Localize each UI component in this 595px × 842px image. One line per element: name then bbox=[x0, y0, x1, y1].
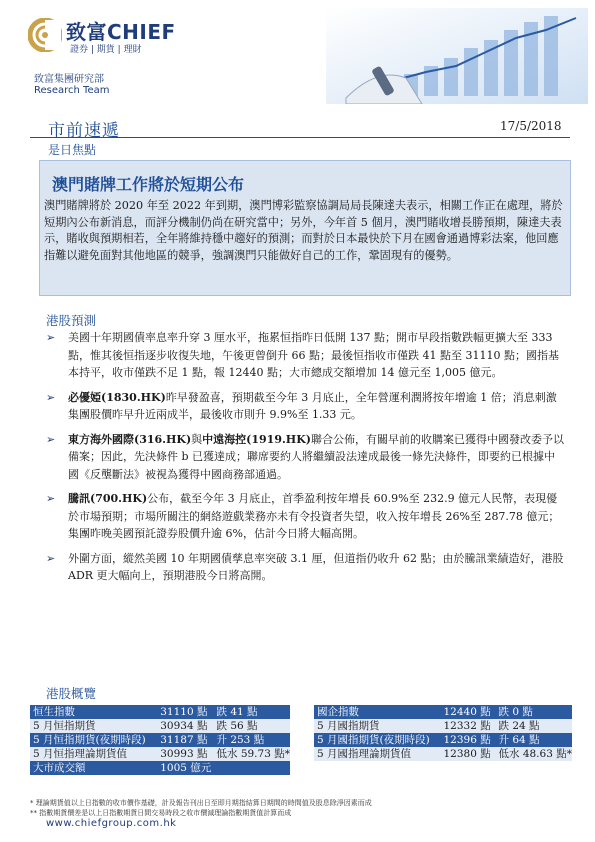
bullet-text: 公布，截至今年 3 月底止，首季盈利按年增長 60.9%至 232.9 億元人民幣，表現優於市場預期；市場所關注的網絡遊戲業務亦未有令投資者失望，收入按年增長 26%至 287.78 億元；集團昨晚美國預託證券股價升逾 6%，估計今日將大幅高開。 bbox=[68, 492, 560, 540]
research-dept-cn: 致富集團研究部 bbox=[34, 74, 104, 85]
table-cell-value: 12380 點 bbox=[440, 747, 495, 761]
table-cell-value: 31187 點 bbox=[157, 733, 213, 747]
market-overview-label: 港股概覽 bbox=[46, 686, 97, 701]
table-row bbox=[30, 733, 290, 747]
arrow-bullet-icon: ➢ bbox=[46, 432, 56, 446]
brand-name bbox=[66, 16, 176, 45]
research-dept-en: Research Team bbox=[34, 85, 110, 96]
footnote-futures-spread: ** 指數期貨價差是以上日指數期貨日間交易時段之收市價減理論指數期貨值計算而成 bbox=[30, 809, 292, 817]
highlight-body: 澳門賭牌將於 2020 年至 2022 年到期，澳門博彩監察協調局局長陳達夫表示，相關工作正在處理，將於短期內公布新消息，而評分機制仍尚在研究當中；另外，今年首 5 個月，澳門賭收增長勝預期，陳達夫表示，賭收與預期相若，全年將維持穩中趨好的預測；而對於日本最快於下月在國會通過博彩法案，他回應指難以避免面對其他地區的競爭，強調澳門只能做好自己的工作，鞏固現有的優勢。 bbox=[44, 199, 563, 262]
table-row bbox=[314, 719, 572, 733]
table-cell-name: 大市成交額 bbox=[30, 761, 157, 775]
table-cell-value: 12332 點 bbox=[440, 719, 495, 733]
list-item bbox=[44, 329, 564, 382]
table-row bbox=[30, 705, 290, 719]
footnote-theoretical-value: * 理論期貨值以上日指數的收市價作基礎，計及報告刊出日至即月期指結算日期間的時間值及股息除淨因素而成 bbox=[30, 799, 372, 807]
forecast-bullet-list bbox=[44, 329, 564, 592]
list-item bbox=[44, 490, 564, 543]
bullet-stock-name: 中遠海控(1919.HK) bbox=[202, 432, 311, 446]
table-cell-name: 5 月恒指理論期貨值 bbox=[30, 747, 157, 761]
hk-forecast-label: 港股預測 bbox=[46, 313, 97, 328]
table-cell-value: 30934 點 bbox=[157, 719, 213, 733]
bullet-text: 聯合公佈，有關早前的收購案已獲得中國發改委予以備案；因此，先決條件 b 已獲達成；聯席要約人將繼續設法達成最後一條先決條件，即要約已根據中國《反壟斷法》被視為獲得中國商務部通過。 bbox=[68, 432, 564, 481]
bullet-text: 外圍方面，縱然美國 10 年期國債孳息率突破 3.1 厘，但道指仍收升 62 點；由於騰訊業績造好，港股 ADR 更大幅向上，預期港股今日將高開。 bbox=[68, 551, 564, 582]
table-cell-change: 低水 48.63 點* bbox=[495, 747, 572, 761]
table-cell-value: 1005 億元 bbox=[157, 761, 213, 775]
table-cell-name: 5 月國指期貨(夜期時段) bbox=[314, 733, 440, 747]
section-title: 市前速遞 bbox=[48, 121, 120, 141]
table-cell-change bbox=[213, 761, 290, 775]
header-chart-illustration bbox=[326, 8, 588, 104]
table-cell-value: 12440 點 bbox=[440, 705, 495, 719]
table-row bbox=[30, 747, 290, 761]
arrow-bullet-icon: ➢ bbox=[46, 390, 56, 404]
table-cell-name: 恒生指數 bbox=[30, 705, 157, 719]
table-cell-name: 5 月恒指期貨 bbox=[30, 719, 157, 733]
table-row bbox=[314, 705, 572, 719]
table-cell-change: 升 253 點 bbox=[213, 733, 290, 747]
hsi-overview-table bbox=[30, 705, 290, 775]
table-row bbox=[30, 761, 290, 775]
bullet-connector: 與 bbox=[191, 432, 203, 446]
table-cell-value: 31110 點 bbox=[157, 705, 213, 719]
chief-logo-icon bbox=[28, 18, 62, 52]
arrow-bullet-icon: ➢ bbox=[46, 551, 56, 565]
hscei-overview-table bbox=[314, 705, 572, 761]
bullet-text: 美國十年期國債率息率升穿 3 厘水平，拖累恒指昨日低開 137 點；開市早段指數跌幅更擴大至 333 點，惟其後恒指逐步收復失地，午後更曾倒升 66 點；最後恒指收市僅跌 41 點至 31110 點；國指基本持平，收市僅跌不足 1 點，報 12440 點；大市總成交額增加 14 億元至 1,005 億元。 bbox=[68, 331, 559, 379]
table-cell-change: 跌 56 點 bbox=[213, 719, 290, 733]
table-row bbox=[30, 719, 290, 733]
website-link[interactable]: www.chiefgroup.com.hk bbox=[46, 818, 177, 829]
bullet-text: 昨早發盈喜，預期截至今年 3 月底止，全年營運利潤將按年增逾 1 倍；消息刺激集團股價昨早升近兩成半，最後收市則升 9.9%至 1.33 元。 bbox=[68, 390, 557, 421]
table-cell-change: 跌 41 點 bbox=[213, 705, 290, 719]
table-cell-change: 低水 59.73 點* bbox=[213, 747, 290, 761]
table-cell-name: 國企指數 bbox=[314, 705, 440, 719]
highlight-title: 澳門賭牌工作將於短期公布 bbox=[52, 175, 245, 194]
table-row bbox=[314, 747, 572, 761]
table-cell-name: 5 月國指期貨 bbox=[314, 719, 440, 733]
list-item bbox=[44, 550, 564, 585]
brand-name-en: CHIEF bbox=[107, 20, 176, 44]
table-cell-change: 跌 0 點 bbox=[495, 705, 572, 719]
arrow-bullet-icon: ➢ bbox=[46, 331, 56, 344]
list-item bbox=[44, 431, 564, 484]
bullet-stock-name: 必優婭(1830.HK) bbox=[68, 390, 166, 404]
header-divider bbox=[30, 137, 570, 138]
list-item bbox=[44, 389, 564, 424]
table-cell-change: 跌 24 點 bbox=[495, 719, 572, 733]
table-cell-name: 5 月恒指期貨(夜期時段) bbox=[30, 733, 157, 747]
bullet-stock-name: 東方海外國際(316.HK) bbox=[68, 432, 192, 446]
table-row bbox=[314, 733, 572, 747]
arrow-bullet-icon: ➢ bbox=[46, 492, 56, 505]
table-cell-value: 12396 點 bbox=[440, 733, 495, 747]
table-cell-change: 升 64 點 bbox=[495, 733, 572, 747]
report-date: 17/5/2018 bbox=[500, 119, 562, 133]
focus-label: 是日焦點 bbox=[48, 143, 97, 157]
brand-tagline: 證券 | 期貨 | 理財 bbox=[70, 45, 142, 55]
table-cell-value: 30993 點 bbox=[157, 747, 213, 761]
brand-name-cn: 致富 bbox=[66, 20, 107, 44]
bullet-stock-name: 騰訊(700.HK) bbox=[68, 492, 148, 505]
table-cell-name: 5 月國指理論期貨值 bbox=[314, 747, 440, 761]
